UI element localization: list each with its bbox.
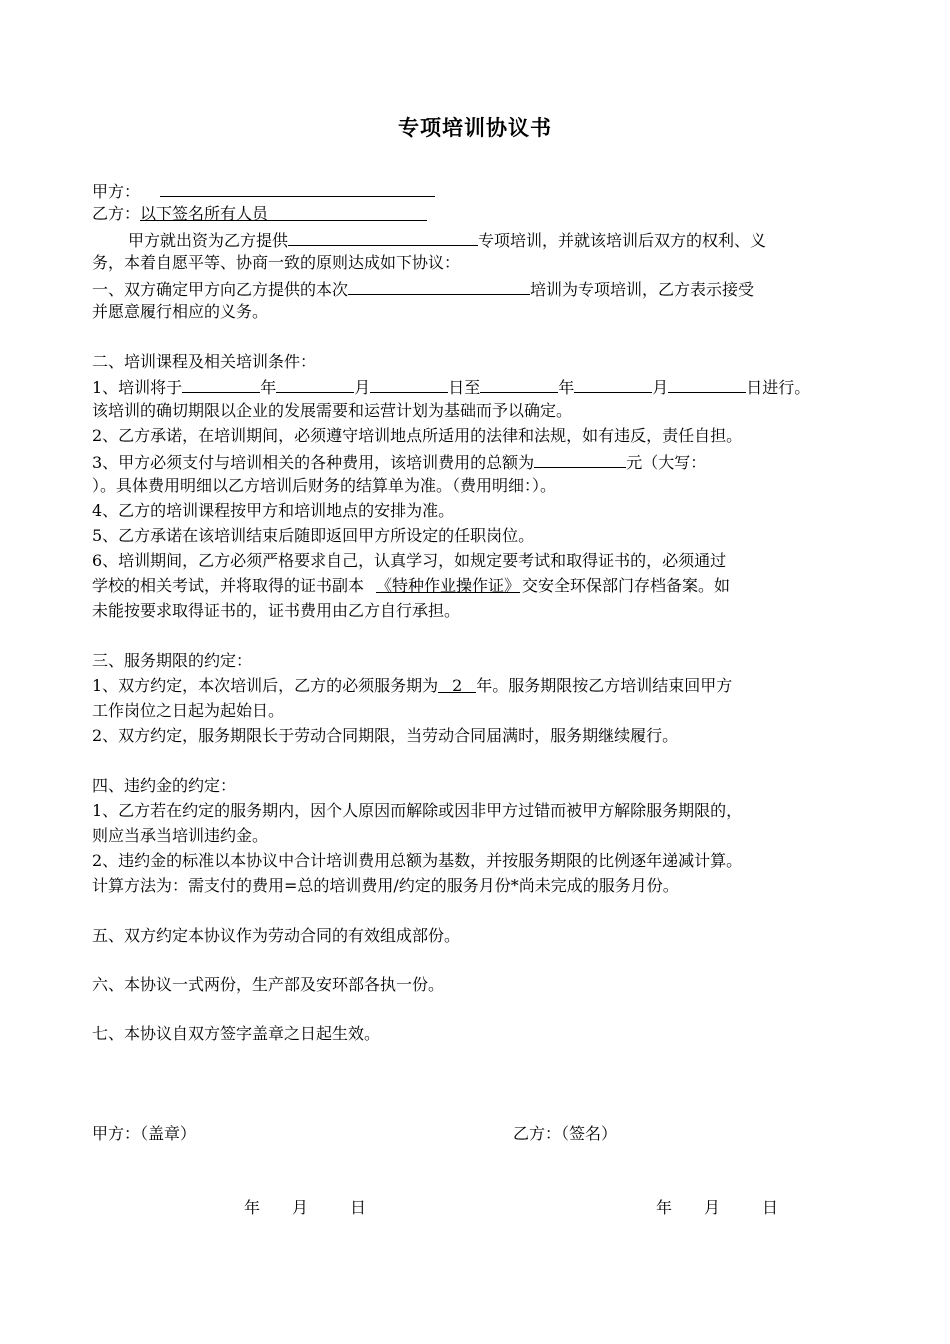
section-3-item-1-cont: 工作岗位之日起为起始日。: [92, 701, 285, 720]
section-2-item-1-cont: 该培训的确切期限以企业的发展需要和运营计划为基础而予以确定。: [92, 401, 573, 420]
section-4-heading: 四、违约金的约定：: [92, 776, 237, 795]
party-b-date: 年 月 日: [656, 1198, 779, 1217]
section-2-heading: 二、培训课程及相关培训条件：: [92, 352, 317, 371]
certificate-name: 《特种作业操作证》: [376, 576, 521, 595]
section-3-item-1: 1、双方约定，本次培训后，乙方的必须服务期为 2 年。服务期限按乙方培训结束回甲方: [92, 676, 733, 695]
section-4-item-1: 1、乙方若在约定的服务期内，因个人原因而解除或因非甲方过错而被甲方解除服务期限的，: [92, 801, 743, 820]
end-year-blank[interactable]: [480, 374, 558, 393]
start-year-blank[interactable]: [182, 374, 260, 393]
section-2-item-2: 2、乙方承诺，在培训期间，必须遵守培训地点所适用的法律和法规，如有违反，责任自担。: [92, 426, 743, 445]
training-name-blank[interactable]: [288, 227, 478, 246]
document-title: 专项培训协议书: [398, 115, 552, 140]
section-7: 七、本协议自双方签字盖章之日起生效。: [92, 1024, 381, 1043]
intro-line-2: 务，本着自愿平等、协商一致的原则达成如下协议：: [92, 253, 461, 272]
start-day-blank[interactable]: [370, 374, 448, 393]
section-4-item-2-cont: 计算方法为：需支付的费用=总的培训费用/约定的服务月份*尚未完成的服务月份。: [92, 876, 679, 895]
party-b-line: 乙方：以下签名所有人员: [92, 202, 427, 226]
end-month-blank[interactable]: [574, 374, 652, 393]
section-6: 六、本协议一式两份，生产部及安环部各执一份。: [92, 975, 445, 994]
party-a-blank[interactable]: [160, 178, 435, 197]
end-day-blank[interactable]: [668, 374, 746, 393]
party-b-signature-label: 乙方：（签名）: [513, 1124, 618, 1143]
section-2-item-6: 6、培训期间，乙方必须严格要求自己，认真学习，如规定要考试和取得证书的，必须通过: [92, 551, 727, 570]
section-1-line-2: 并愿意履行相应的义务。: [92, 302, 269, 321]
section-3-heading: 三、服务期限的约定：: [92, 651, 253, 670]
training-type-blank[interactable]: [348, 276, 530, 295]
section-2-item-4: 4、乙方的培训课程按甲方和培训地点的安排为准。: [92, 501, 455, 520]
section-2-item-3: 3、甲方必须支付与培训相关的各种费用，该培训费用的总额为 元（大写：: [92, 449, 706, 473]
section-2-item-6-end: 未能按要求取得证书的，证书费用由乙方自行承担。: [92, 601, 461, 620]
section-3-item-2: 2、双方约定，服务期限长于劳动合同期限，当劳动合同届满时，服务期继续履行。: [92, 726, 679, 745]
party-a-date: 年 月 日: [244, 1198, 367, 1217]
service-years-blank[interactable]: 2: [438, 674, 476, 693]
fee-amount-blank[interactable]: [534, 449, 626, 468]
section-4-item-1-cont: 则应当承当培训违约金。: [92, 826, 269, 845]
party-a-seal-label: 甲方：（盖章）: [92, 1124, 197, 1143]
section-1-line-1: 一、双方确定甲方向乙方提供的本次 培训为专项培训，乙方表示接受: [92, 276, 754, 300]
party-b-blank[interactable]: 以下签名所有人员: [140, 202, 427, 221]
section-2-item-6-cont: 学校的相关考试，并将取得的证书副本 《特种作业操作证》 交安全环保部门存档备案。如: [92, 576, 731, 595]
section-2-item-1: 1、培训将于 年 月 日至 年 月 日进行。: [92, 374, 810, 398]
section-4-item-2: 2、违约金的标准以本协议中合计培训费用总额为基数，并按服务期限的比例逐年递减计算。: [92, 851, 743, 870]
section-5: 五、双方约定本协议作为劳动合同的有效组成部份。: [92, 926, 461, 945]
section-2-item-3-cont: ）。具体费用明细以乙方培训后财务的结算单为准。（费用明细：）。: [92, 476, 557, 495]
intro-line-1: 甲方就出资为乙方提供 专项培训，并就该培训后双方的权利、义: [128, 227, 766, 251]
start-month-blank[interactable]: [276, 374, 354, 393]
section-2-item-5: 5、乙方承诺在该培训结束后随即返回甲方所设定的任职岗位。: [92, 526, 535, 545]
party-a-line: 甲方：: [92, 178, 435, 202]
